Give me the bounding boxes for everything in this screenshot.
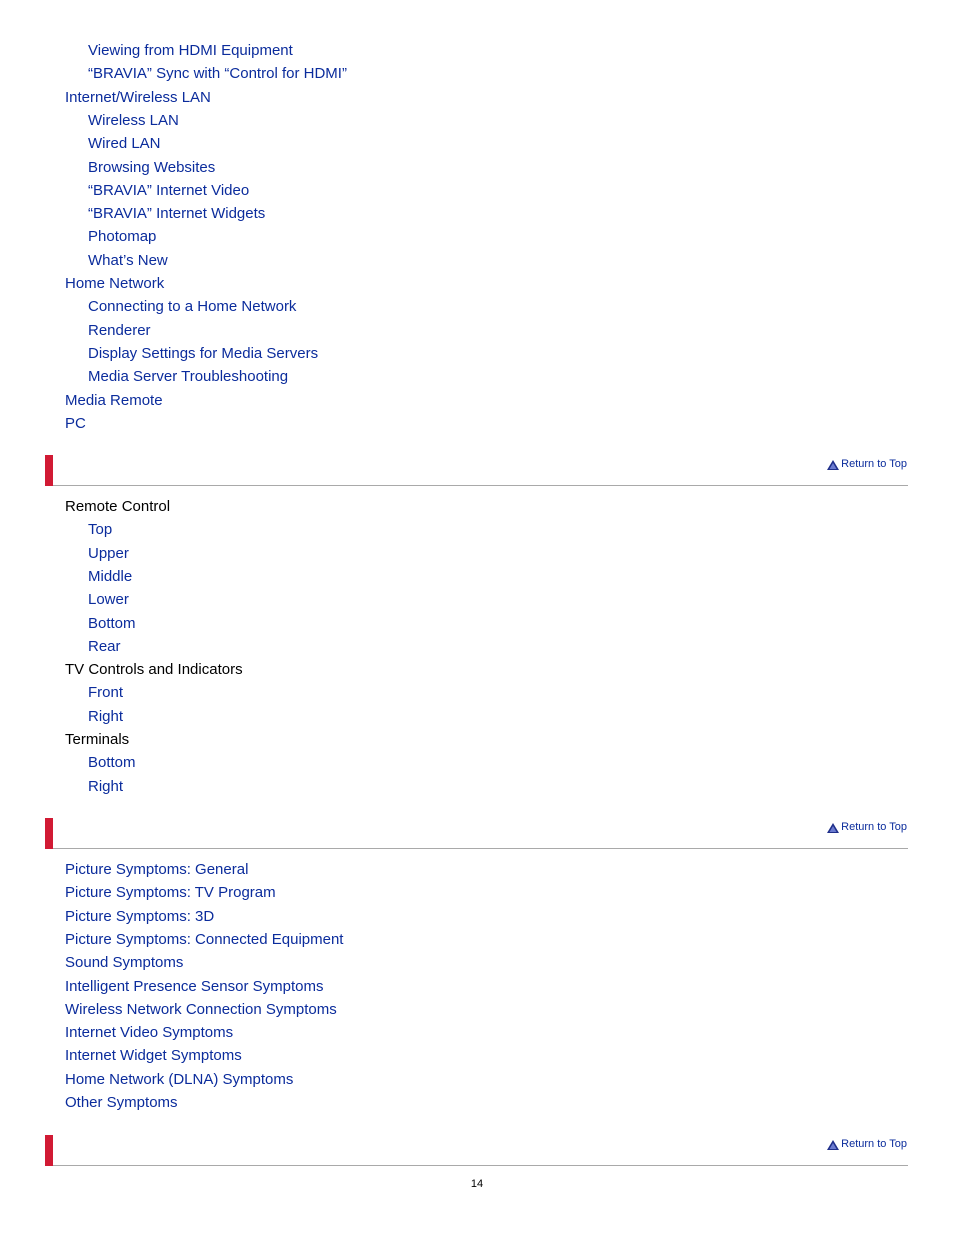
toc-link[interactable]: Bottom [88, 614, 136, 632]
return-to-top-label: Return to Top [841, 821, 907, 833]
toc-link[interactable]: Media Remote [65, 391, 163, 409]
toc-link[interactable]: Picture Symptoms: General [65, 861, 249, 878]
toc-link[interactable]: Sound Symptoms [65, 954, 184, 972]
section-divider [53, 485, 908, 486]
up-arrow-icon [827, 460, 839, 470]
return-to-top-label: Return to Top [841, 1138, 907, 1150]
toc-link[interactable]: Home Network [65, 275, 165, 292]
section-marker-bar [45, 818, 53, 849]
toc-link[interactable]: “BRAVIA” Internet Video [88, 181, 250, 199]
toc-link[interactable]: PC [65, 414, 86, 432]
section-divider [53, 848, 908, 849]
section-marker-bar [45, 455, 53, 486]
toc-link[interactable]: Intelligent Presence Sensor Symptoms [65, 977, 324, 995]
section-divider [53, 1165, 908, 1166]
toc-link[interactable]: Top [88, 521, 113, 539]
toc-link[interactable]: Picture Symptoms: Connected Equipment [65, 930, 344, 948]
toc-link[interactable]: Front [88, 684, 124, 702]
toc-link[interactable]: Wired LAN [88, 135, 161, 153]
toc-link[interactable]: Picture Symptoms: 3D [65, 907, 215, 925]
section-marker-bar [45, 1135, 53, 1166]
toc-link[interactable]: Internet Widget Symptoms [65, 1047, 242, 1065]
toc-link[interactable]: Browsing Websites [88, 158, 216, 176]
toc-link[interactable]: Middle [88, 567, 133, 585]
toc-link[interactable]: Right [88, 777, 124, 795]
toc-heading: Remote Control [65, 498, 171, 515]
toc-heading: TV Controls and Indicators [65, 661, 243, 679]
toc-link[interactable]: Internet/Wireless LAN [65, 88, 211, 106]
toc-heading: Terminals [65, 731, 130, 748]
toc-link[interactable]: Photomap [88, 228, 157, 246]
toc-link[interactable]: Other Symptoms [65, 1094, 178, 1111]
toc-link[interactable]: Display Settings for Media Servers [88, 344, 319, 362]
toc-link[interactable]: What’s New [88, 251, 168, 269]
toc-link[interactable]: Viewing from HDMI Equipment [88, 42, 293, 59]
toc-link[interactable]: Internet Video Symptoms [65, 1024, 234, 1042]
toc-link[interactable]: Rear [88, 637, 121, 655]
toc-link[interactable]: Media Server Troubleshooting [88, 368, 289, 386]
toc-link[interactable]: Connecting to a Home Network [88, 298, 297, 316]
return-to-top-link[interactable] [827, 821, 907, 834]
toc-link[interactable]: “BRAVIA” Internet Widgets [88, 205, 266, 223]
toc-link[interactable]: Renderer [88, 321, 151, 339]
return-to-top-label: Return to Top [841, 458, 907, 470]
return-to-top-link[interactable] [827, 458, 907, 471]
page-number: 14 [470, 1178, 484, 1190]
toc-link[interactable]: Wireless LAN [88, 111, 179, 129]
toc-link[interactable]: Lower [88, 591, 129, 609]
toc-link[interactable]: Right [88, 707, 124, 725]
toc-link[interactable]: Upper [88, 544, 129, 562]
up-arrow-icon [827, 823, 839, 833]
toc-link[interactable]: Picture Symptoms: TV Program [65, 884, 276, 902]
up-arrow-icon [827, 1140, 839, 1150]
toc-link[interactable]: “BRAVIA” Sync with “Control for HDMI” [88, 65, 347, 83]
toc-link[interactable]: Home Network (DLNA) Symptoms [65, 1070, 294, 1088]
return-to-top-link[interactable] [827, 1138, 907, 1151]
toc-link[interactable]: Bottom [88, 754, 136, 772]
toc-link[interactable]: Wireless Network Connection Symptoms [65, 1000, 337, 1018]
